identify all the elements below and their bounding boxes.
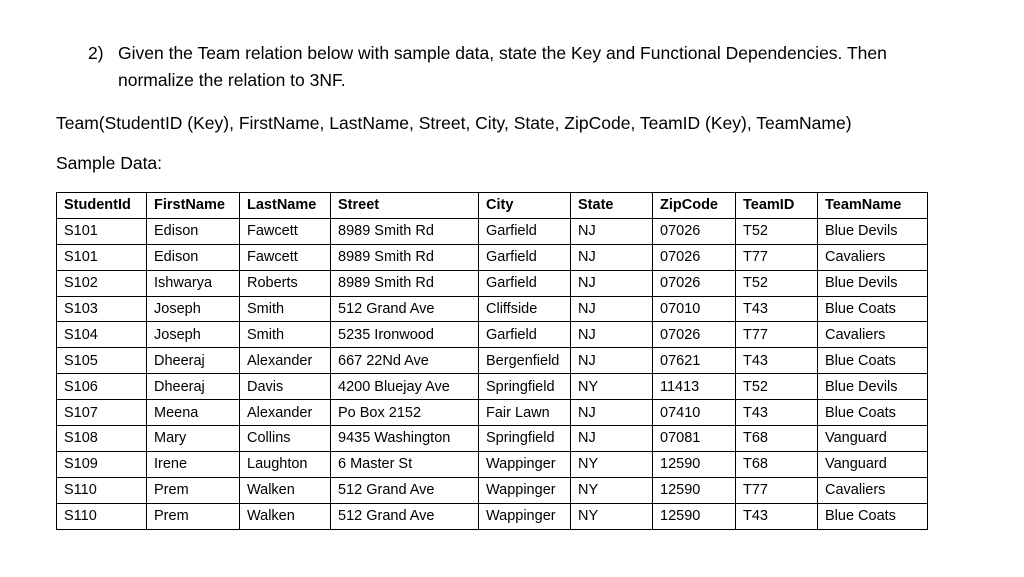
table-cell: 07026 bbox=[653, 244, 736, 270]
table-cell: T52 bbox=[736, 270, 818, 296]
table-cell: Blue Coats bbox=[818, 400, 928, 426]
column-header: FirstName bbox=[147, 193, 240, 219]
table-cell: S109 bbox=[57, 451, 147, 477]
table-cell: Prem bbox=[147, 503, 240, 529]
table-cell: 4200 Bluejay Ave bbox=[331, 374, 479, 400]
table-cell: 07026 bbox=[653, 270, 736, 296]
table-cell: NJ bbox=[571, 322, 653, 348]
table-cell: NY bbox=[571, 374, 653, 400]
table-cell: Vanguard bbox=[818, 426, 928, 452]
table-cell: Alexander bbox=[240, 400, 331, 426]
table-cell: Dheeraj bbox=[147, 374, 240, 400]
table-cell: Bergenfield bbox=[479, 348, 571, 374]
table-cell: 512 Grand Ave bbox=[331, 296, 479, 322]
table-cell: S106 bbox=[57, 374, 147, 400]
table-cell: Dheeraj bbox=[147, 348, 240, 374]
relation-schema: Team(StudentID (Key), FirstName, LastName, Street, City, State, ZipCode, TeamID (Key), TeamName) bbox=[56, 113, 852, 133]
table-cell: T43 bbox=[736, 296, 818, 322]
table-cell: Cavaliers bbox=[818, 477, 928, 503]
table-cell: Roberts bbox=[240, 270, 331, 296]
table-cell: S107 bbox=[57, 400, 147, 426]
column-header: TeamID bbox=[736, 193, 818, 219]
table-cell: Vanguard bbox=[818, 451, 928, 477]
table-cell: T43 bbox=[736, 400, 818, 426]
table-cell: S110 bbox=[57, 477, 147, 503]
table-cell: NJ bbox=[571, 244, 653, 270]
question-line-2: normalize the relation to 3NF. bbox=[118, 70, 346, 90]
table-cell: 07081 bbox=[653, 426, 736, 452]
table-cell: Blue Coats bbox=[818, 503, 928, 529]
table-cell: 8989 Smith Rd bbox=[331, 244, 479, 270]
table-cell: 11413 bbox=[653, 374, 736, 400]
table-row bbox=[57, 374, 928, 400]
table-cell: Springfield bbox=[479, 374, 571, 400]
table-cell: 6 Master St bbox=[331, 451, 479, 477]
table-header-row bbox=[57, 193, 928, 219]
table-cell: Fawcett bbox=[240, 244, 331, 270]
column-header: City bbox=[479, 193, 571, 219]
table-row bbox=[57, 451, 928, 477]
table-cell: 8989 Smith Rd bbox=[331, 218, 479, 244]
table-cell: T43 bbox=[736, 348, 818, 374]
column-header: State bbox=[571, 193, 653, 219]
table-cell: Joseph bbox=[147, 322, 240, 348]
table-cell: Garfield bbox=[479, 322, 571, 348]
table-cell: T52 bbox=[736, 374, 818, 400]
table-cell: Alexander bbox=[240, 348, 331, 374]
table-row bbox=[57, 400, 928, 426]
table-cell: Wappinger bbox=[479, 451, 571, 477]
table-cell: Blue Devils bbox=[818, 374, 928, 400]
table-cell: NJ bbox=[571, 348, 653, 374]
table-row bbox=[57, 426, 928, 452]
table-cell: Cavaliers bbox=[818, 322, 928, 348]
table-cell: Wappinger bbox=[479, 503, 571, 529]
table-cell: NJ bbox=[571, 426, 653, 452]
table-cell: NY bbox=[571, 451, 653, 477]
table-cell: 07010 bbox=[653, 296, 736, 322]
table-cell: S101 bbox=[57, 244, 147, 270]
table-cell: T68 bbox=[736, 451, 818, 477]
table-cell: Smith bbox=[240, 296, 331, 322]
table-cell: 07410 bbox=[653, 400, 736, 426]
table-cell: T43 bbox=[736, 503, 818, 529]
table-row bbox=[57, 244, 928, 270]
column-header: Street bbox=[331, 193, 479, 219]
table-cell: NY bbox=[571, 477, 653, 503]
sample-data-label: Sample Data: bbox=[56, 153, 163, 173]
table-cell: T77 bbox=[736, 322, 818, 348]
question-line-1: Given the Team relation below with sample data, state the Key and Functional Dependencies. Then bbox=[118, 43, 887, 63]
table-cell: 512 Grand Ave bbox=[331, 477, 479, 503]
table-cell: S104 bbox=[57, 322, 147, 348]
table-row bbox=[57, 503, 928, 529]
question-body bbox=[118, 40, 968, 94]
table-cell: Laughton bbox=[240, 451, 331, 477]
table-cell: Fawcett bbox=[240, 218, 331, 244]
table-cell: Garfield bbox=[479, 244, 571, 270]
table-cell: NJ bbox=[571, 296, 653, 322]
table-cell: T52 bbox=[736, 218, 818, 244]
question-number: 2) bbox=[88, 43, 104, 63]
table-cell: 07621 bbox=[653, 348, 736, 374]
table-cell: S103 bbox=[57, 296, 147, 322]
table-cell: Edison bbox=[147, 244, 240, 270]
column-header: LastName bbox=[240, 193, 331, 219]
table-cell: S108 bbox=[57, 426, 147, 452]
column-header: StudentId bbox=[57, 193, 147, 219]
table-cell: S101 bbox=[57, 218, 147, 244]
table-cell: 5235 Ironwood bbox=[331, 322, 479, 348]
table-cell: Blue Devils bbox=[818, 270, 928, 296]
table-cell: S102 bbox=[57, 270, 147, 296]
table-cell: 07026 bbox=[653, 322, 736, 348]
table-cell: 07026 bbox=[653, 218, 736, 244]
sample-data-table bbox=[56, 192, 928, 530]
question-text bbox=[88, 40, 988, 94]
table-cell: Davis bbox=[240, 374, 331, 400]
table-cell: T77 bbox=[736, 244, 818, 270]
table-cell: NJ bbox=[571, 400, 653, 426]
table-cell: Smith bbox=[240, 322, 331, 348]
table-row bbox=[57, 270, 928, 296]
table-cell: NJ bbox=[571, 218, 653, 244]
table-cell: T77 bbox=[736, 477, 818, 503]
table-cell: S110 bbox=[57, 503, 147, 529]
table-cell: Springfield bbox=[479, 426, 571, 452]
table-cell: Blue Coats bbox=[818, 348, 928, 374]
table-cell: 12590 bbox=[653, 451, 736, 477]
table-cell: S105 bbox=[57, 348, 147, 374]
table-cell: Walken bbox=[240, 477, 331, 503]
table-cell: NY bbox=[571, 503, 653, 529]
table-row bbox=[57, 218, 928, 244]
table-cell: Cavaliers bbox=[818, 244, 928, 270]
table-cell: Ishwarya bbox=[147, 270, 240, 296]
table-cell: 12590 bbox=[653, 503, 736, 529]
table-row bbox=[57, 348, 928, 374]
table-row bbox=[57, 322, 928, 348]
table-cell: 667 22Nd Ave bbox=[331, 348, 479, 374]
table-cell: Blue Coats bbox=[818, 296, 928, 322]
table-cell: Edison bbox=[147, 218, 240, 244]
table-cell: 12590 bbox=[653, 477, 736, 503]
table-cell: Prem bbox=[147, 477, 240, 503]
table-cell: Cliffside bbox=[479, 296, 571, 322]
table-cell: Fair Lawn bbox=[479, 400, 571, 426]
table-cell: Garfield bbox=[479, 270, 571, 296]
column-header: TeamName bbox=[818, 193, 928, 219]
table-cell: Po Box 2152 bbox=[331, 400, 479, 426]
table-cell: Blue Devils bbox=[818, 218, 928, 244]
table-row bbox=[57, 477, 928, 503]
table-cell: T68 bbox=[736, 426, 818, 452]
table-cell: 512 Grand Ave bbox=[331, 503, 479, 529]
table-cell: Wappinger bbox=[479, 477, 571, 503]
table-cell: 8989 Smith Rd bbox=[331, 270, 479, 296]
table-cell: NJ bbox=[571, 270, 653, 296]
table-body bbox=[57, 218, 928, 529]
table-cell: 9435 Washington bbox=[331, 426, 479, 452]
table-row bbox=[57, 296, 928, 322]
table-cell: Walken bbox=[240, 503, 331, 529]
table-cell: Garfield bbox=[479, 218, 571, 244]
column-header: ZipCode bbox=[653, 193, 736, 219]
table-cell: Irene bbox=[147, 451, 240, 477]
table-cell: Meena bbox=[147, 400, 240, 426]
table-cell: Joseph bbox=[147, 296, 240, 322]
table-cell: Mary bbox=[147, 426, 240, 452]
table-cell: Collins bbox=[240, 426, 331, 452]
